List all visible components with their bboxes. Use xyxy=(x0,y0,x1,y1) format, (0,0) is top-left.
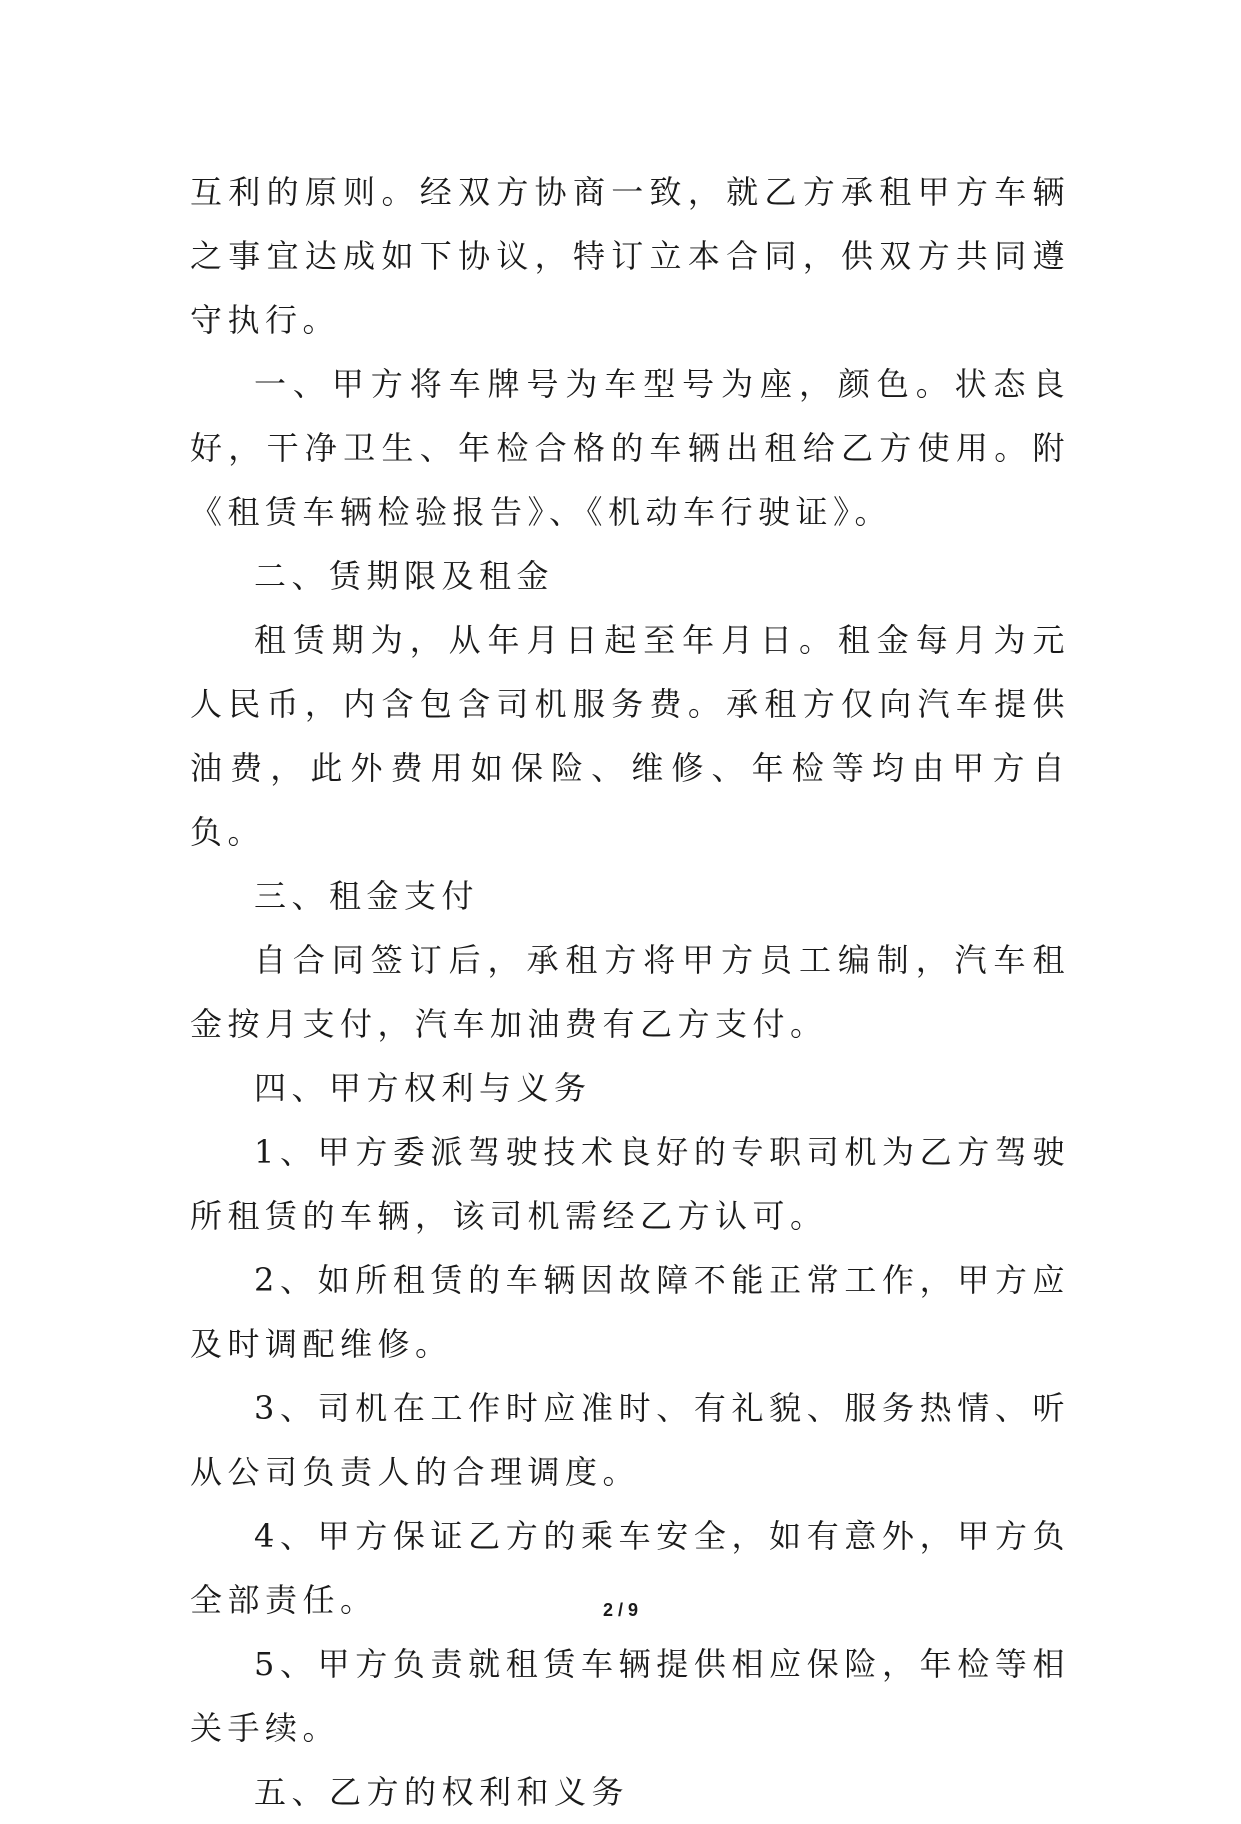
clause-4-3: 3、司机在工作时应准时、有礼貌、服务热情、听从公司负责人的合理调度。 xyxy=(190,1389,1070,1491)
clause-4-4: 4、甲方保证乙方的乘车安全，如有意外，甲方负全部责任。 xyxy=(190,1517,1070,1619)
clause-4-2: 2、如所租赁的车辆因故障不能正常工作，甲方应及时调配维修。 xyxy=(190,1261,1070,1363)
page-number: 2 / 9 xyxy=(602,1600,639,1620)
clause-4-5: 5、甲方负责就租赁车辆提供相应保险，年检等相关手续。 xyxy=(190,1645,1070,1747)
paragraph-2: 一、甲方将车牌号为车型号为座，颜色。状态良好，干净卫生、年检合格的车辆出租给乙方使用。附《租赁车辆检验报告》、《机动车行驶证》。 xyxy=(190,365,1070,531)
section-heading-5: 五、乙方的权利和义务 xyxy=(254,1773,630,1811)
clause-4-1: 1、甲方委派驾驶技术良好的专职司机为乙方驾驶所租赁的车辆，该司机需经乙方认可。 xyxy=(190,1133,1070,1235)
paragraph-1: 互利的原则。经双方协商一致，就乙方承租甲方车辆之事宜达成如下协议，特订立本合同，供双方共同遵守执行。 xyxy=(190,173,1070,339)
section-heading-2: 二、赁期限及租金 xyxy=(254,557,555,595)
document-body xyxy=(190,160,1070,1824)
paragraph-4: 自合同签订后，承租方将甲方员工编制，汽车租金按月支付，汽车加油费有乙方支付。 xyxy=(190,941,1070,1043)
section-heading-3: 三、租金支付 xyxy=(254,877,480,915)
paragraph-3: 租赁期为，从年月日起至年月日。租金每月为元人民币，内含包含司机服务费。承租方仅向汽车提供油费，此外费用如保险、维修、年检等均由甲方自负。 xyxy=(190,621,1070,851)
section-heading-4: 四、甲方权利与义务 xyxy=(254,1069,592,1107)
